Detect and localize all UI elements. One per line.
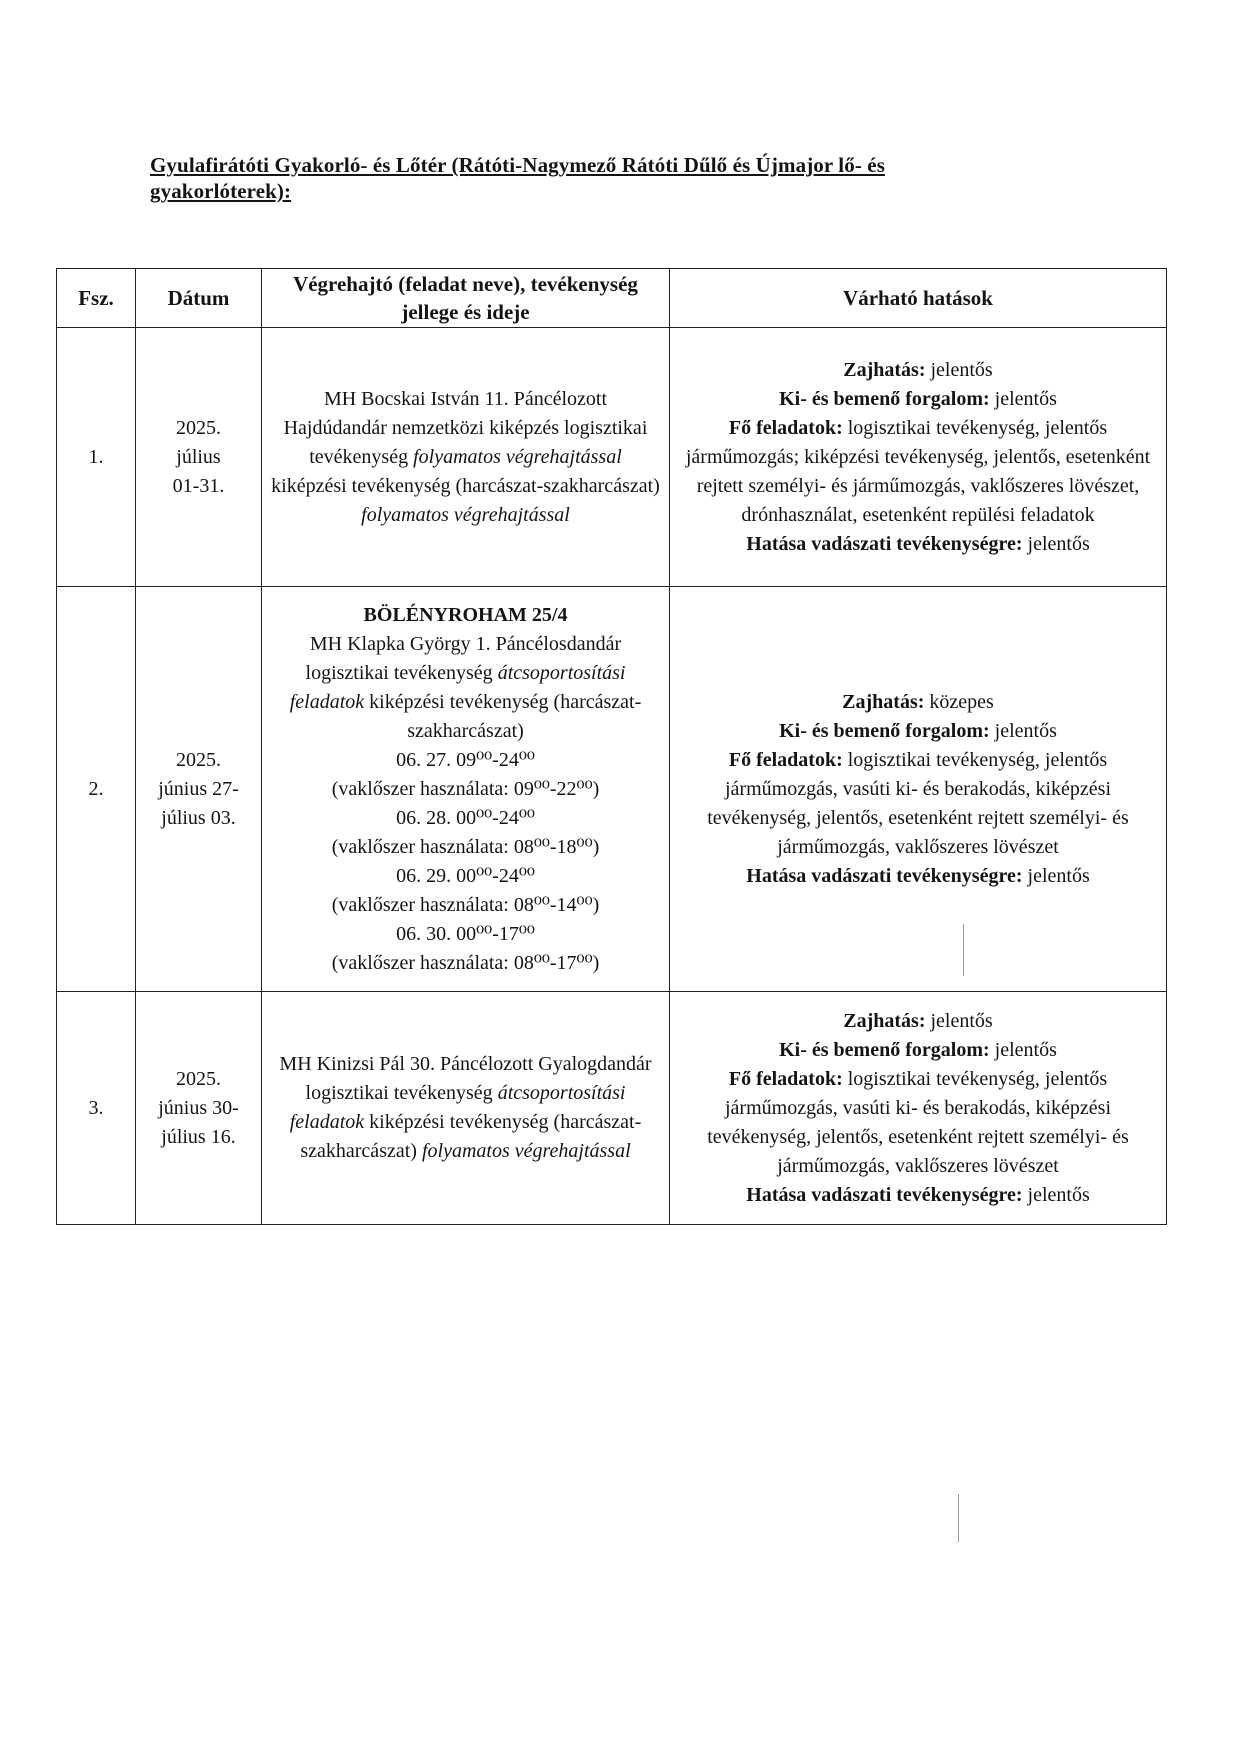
effect-main-tasks: Fő feladatok: logisztikai tevékenység, jelentős járműmozgás, vasúti ki- és berakodás, kiképzési tevékenység, jelentős, esetenként rejtett személyi- és járműmozgás, vaklőszeres lövészet — [707, 748, 1129, 858]
row-number: 3. — [57, 992, 136, 1225]
schedule-line: (vaklőszer használata: 08⁰⁰-17⁰⁰) — [331, 951, 600, 974]
schedule-line: 06. 27. 09⁰⁰-24⁰⁰ — [396, 748, 535, 771]
scan-artifact — [963, 924, 964, 976]
header-fsz: Fsz. — [57, 269, 136, 328]
schedule-line: 06. 30. 00⁰⁰-17⁰⁰ — [396, 922, 535, 945]
table-row — [57, 587, 1167, 992]
schedule-line: (vaklőszer használata: 08⁰⁰-18⁰⁰) — [331, 835, 600, 858]
schedule-line: (vaklőszer használata: 08⁰⁰-14⁰⁰) — [331, 893, 600, 916]
document-title: Gyulafirátóti Gyakorló- és Lőtér (Rátóti-Nagymező Rátóti Dűlő és Újmajor lő- és gyakorlóterek): — [150, 153, 885, 203]
header-executor: Végrehajtó (feladat neve), tevékenység jellege és ideje — [262, 269, 670, 328]
effect-traffic: Ki- és bemenő forgalom: jelentős — [779, 719, 1057, 742]
row-effects — [670, 328, 1167, 587]
row-number: 2. — [57, 587, 136, 992]
row-executor: BÖLÉNYROHAM 25/4 MH Klapka György 1. Páncélosdandár logisztikai tevékenység átcsoportosítási feladatok kiképzési tevékenység (harcászat-szakharcászat) 06. 27. 09⁰⁰-24⁰⁰ (vaklőszer használata: 09⁰⁰-22⁰⁰) 06. 28. 00⁰⁰-24⁰⁰ (vaklőszer használata: 08⁰⁰-18⁰⁰) 06. 29. 00⁰⁰-24⁰⁰ (vaklőszer használata: 08⁰⁰-14⁰⁰) 06. 30. 00⁰⁰-17⁰⁰ (vaklőszer használata: 08⁰⁰-17⁰⁰) — [262, 587, 670, 992]
effect-hunting: Hatása vadászati tevékenységre: jelentős — [746, 532, 1090, 555]
row-executor: MH Bocskai István 11. Páncélozott Hajdúdandár nemzetközi kiképzés logisztikai tevékenység folyamatos végrehajtással kiképzési tevékenység (harcászat-szakharcászat) folyamatos végrehajtással — [262, 328, 670, 587]
schedule-line: 06. 28. 00⁰⁰-24⁰⁰ — [396, 806, 535, 829]
effect-noise: Zajhatás: közepes — [842, 690, 994, 713]
table-row — [57, 328, 1167, 587]
row-date: 2025. június 30- július 16. — [136, 992, 262, 1225]
effect-hunting: Hatása vadászati tevékenységre: jelentős — [746, 864, 1090, 887]
effect-noise: Zajhatás: jelentős — [843, 358, 993, 381]
row-effects — [670, 992, 1167, 1225]
effect-main-tasks: Fő feladatok: logisztikai tevékenység, jelentős járműmozgás, vasúti ki- és berakodás, kiképzési tevékenység, jelentős, esetenként rejtett személyi- és járműmozgás, vaklőszeres lövészet — [707, 1067, 1129, 1177]
schedule-table — [56, 268, 1167, 1225]
row-date: 2025. június 27- július 03. — [136, 587, 262, 992]
effect-traffic: Ki- és bemenő forgalom: jelentős — [779, 387, 1057, 410]
effect-noise: Zajhatás: jelentős — [843, 1009, 993, 1032]
row-date: 2025. július 01-31. — [136, 328, 262, 587]
header-effects: Várható hatások — [670, 269, 1167, 328]
table-row — [57, 992, 1167, 1225]
header-date: Dátum — [136, 269, 262, 328]
scan-artifact — [958, 1494, 959, 1542]
effect-hunting: Hatása vadászati tevékenységre: jelentős — [746, 1183, 1090, 1206]
effect-traffic: Ki- és bemenő forgalom: jelentős — [779, 1038, 1057, 1061]
row-number: 1. — [57, 328, 136, 587]
row-executor: MH Kinizsi Pál 30. Páncélozott Gyalogdandár logisztikai tevékenység átcsoportosítási feladatok kiképzési tevékenység (harcászat-szakharcászat) folyamatos végrehajtással — [262, 992, 670, 1225]
effect-main-tasks: Fő feladatok: logisztikai tevékenység, jelentős járműmozgás; kiképzési tevékenység, jelentős, esetenként rejtett személyi- és járműmozgás, vaklőszeres lövészet, drónhasználat, esetenként repülési feladatok — [685, 416, 1151, 526]
exercise-name: BÖLÉNYROHAM 25/4 — [363, 603, 568, 626]
schedule-line: 06. 29. 00⁰⁰-24⁰⁰ — [396, 864, 535, 887]
table-header-row — [57, 269, 1167, 328]
row-effects — [670, 587, 1167, 992]
schedule-line: (vaklőszer használata: 09⁰⁰-22⁰⁰) — [331, 777, 600, 800]
